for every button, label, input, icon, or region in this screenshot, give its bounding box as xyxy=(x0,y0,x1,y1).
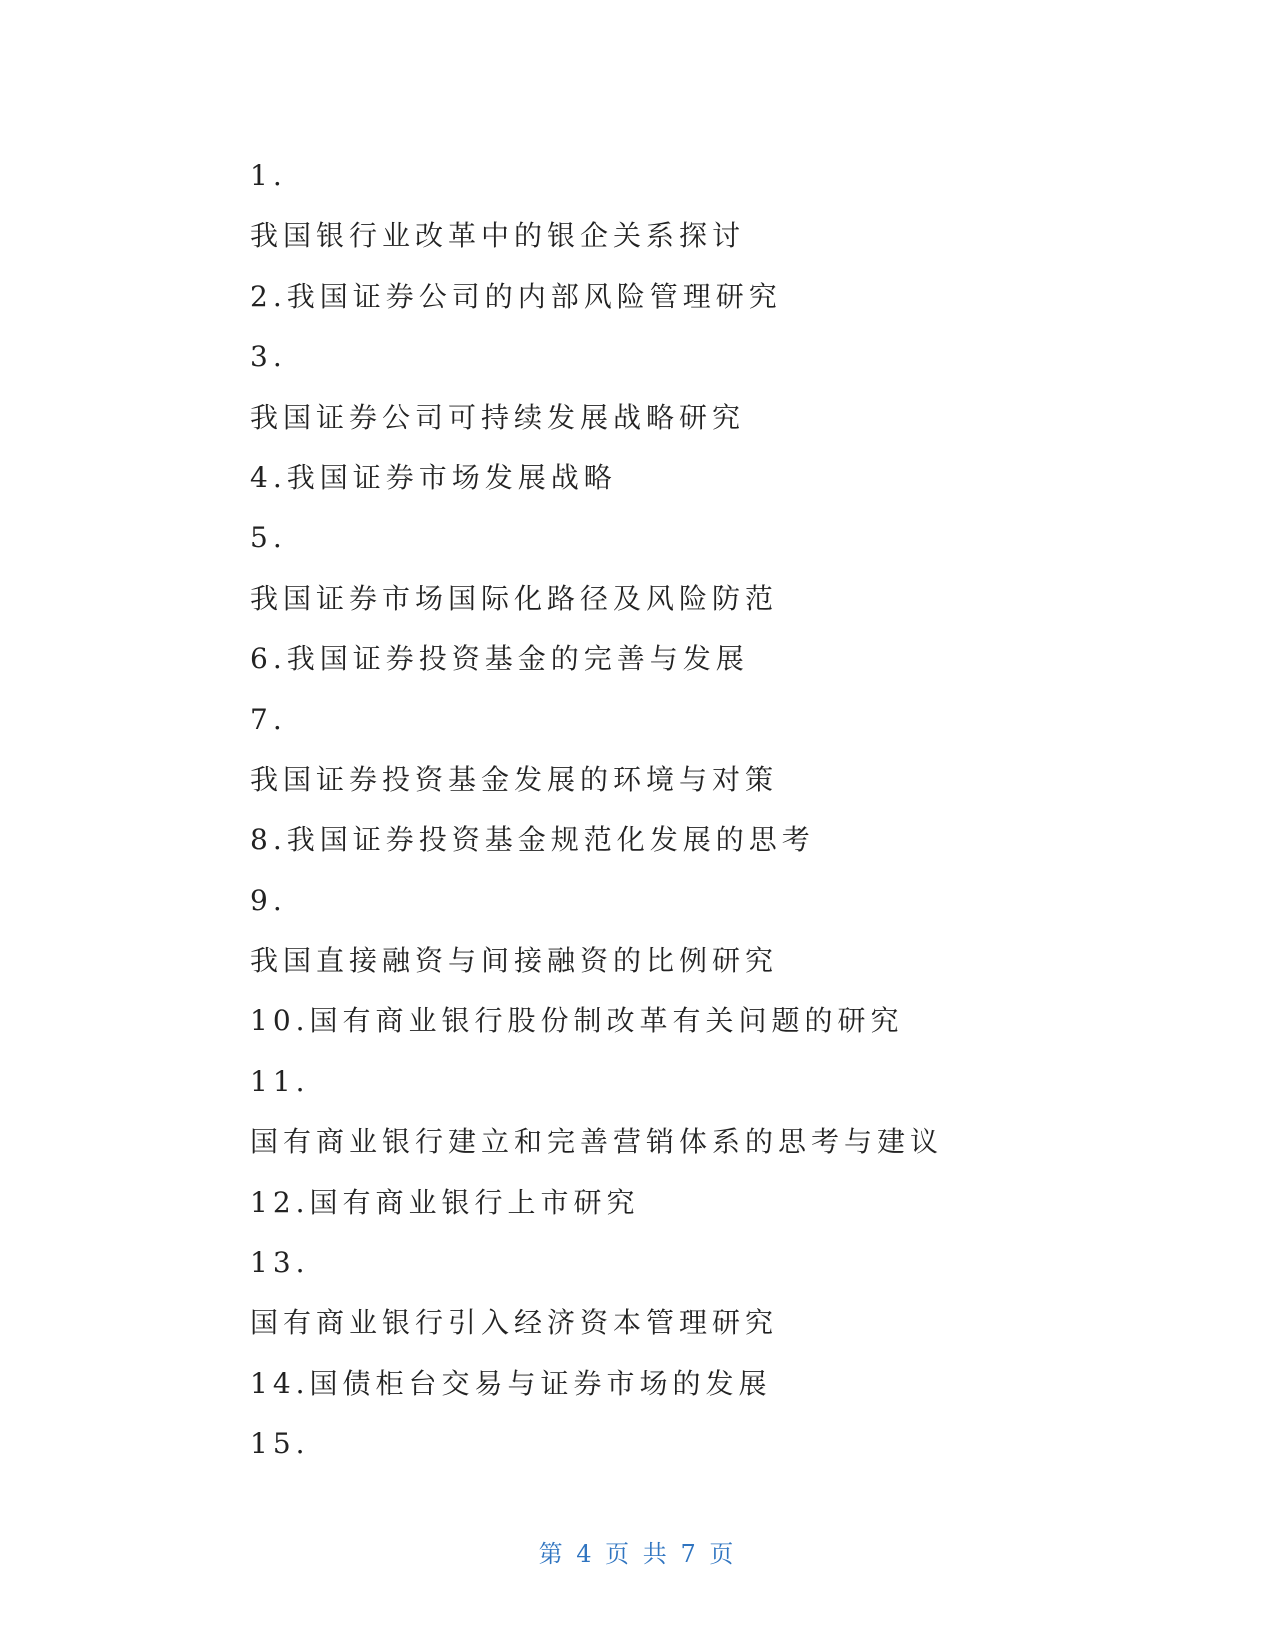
list-item: 我国银行业改革中的银企关系探讨 xyxy=(250,219,746,253)
list-item: 7. xyxy=(250,702,287,736)
list-item: 10.国有商业银行股份制改革有关问题的研究 xyxy=(250,1004,904,1038)
list-item: 3. xyxy=(250,340,287,374)
list-item: 2.我国证券公司的内部风险管理研究 xyxy=(250,279,782,313)
list-item: 6.我国证券投资基金的完善与发展 xyxy=(250,642,749,676)
list-item: 8.我国证券投资基金规范化发展的思考 xyxy=(250,823,815,857)
list-item: 4.我国证券市场发展战略 xyxy=(250,460,617,494)
topic-list xyxy=(250,146,1150,1475)
page-footer: 第 4 页 共 7 页 xyxy=(538,1540,737,1568)
list-item: 13. xyxy=(250,1246,310,1280)
list-item: 国有商业银行引入经济资本管理研究 xyxy=(250,1306,779,1340)
list-item: 15. xyxy=(250,1427,310,1461)
list-item: 我国证券投资基金发展的环境与对策 xyxy=(250,762,779,796)
list-item: 国有商业银行建立和完善营销体系的思考与建议 xyxy=(250,1125,944,1159)
list-item: 5. xyxy=(250,521,287,555)
list-item: 11. xyxy=(250,1064,310,1098)
list-item: 12.国有商业银行上市研究 xyxy=(250,1185,640,1219)
list-item: 我国证券市场国际化路径及风险防范 xyxy=(250,581,779,615)
list-item: 我国直接融资与间接融资的比例研究 xyxy=(250,944,779,978)
list-item: 1. xyxy=(250,159,287,192)
list-item: 我国证券公司可持续发展战略研究 xyxy=(250,400,746,434)
list-item: 14.国债柜台交易与证券市场的发展 xyxy=(250,1366,772,1400)
list-item: 9. xyxy=(250,883,287,917)
